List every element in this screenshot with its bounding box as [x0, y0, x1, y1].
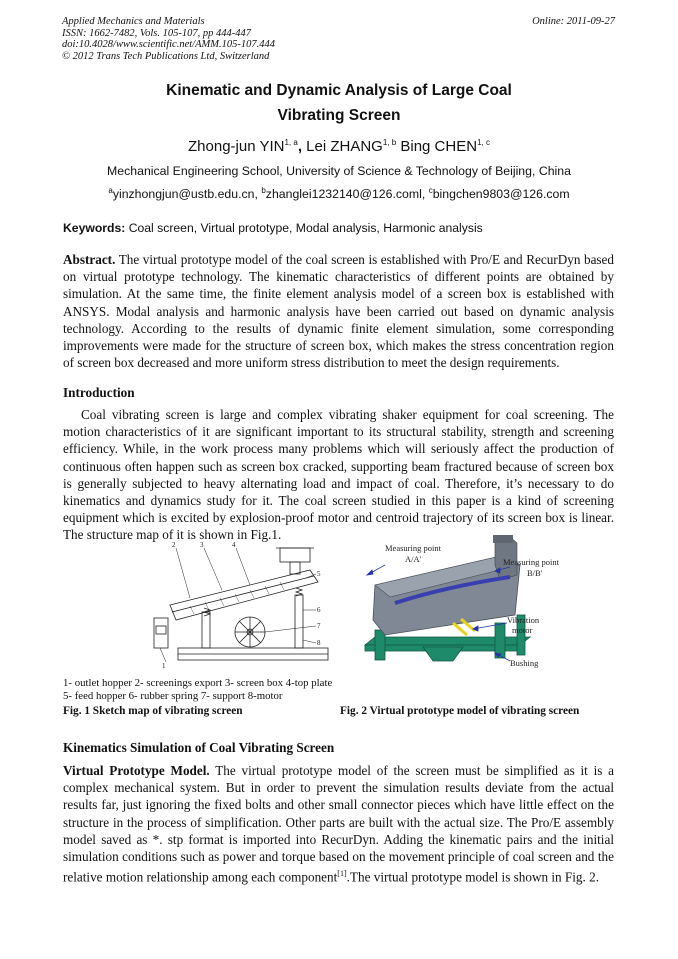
keywords: [63, 221, 483, 235]
kinematics-text-a: The virtual prototype model of the screen must be simplified as it is a complex mechanical system. But in order to prevent the simulation results deviate from the actual results far, just ignoring the fixed bolts and other small connector pieces which have little effect on the structure in the process of simplification. Other parts are built with the actual size. The Pro/E assembly model saved as *. stp format is imported into RecurDyn. Adding the kinematic pairs and the initial simulation conditions such as power and torque based on the movement principle of coal screen and the relative motion relationship among each component: [63, 763, 614, 885]
fig1-caption: Fig. 1 Sketch map of vibrating screen: [63, 705, 243, 717]
author-separator: ,: [297, 138, 302, 155]
keywords-label: Keywords:: [63, 221, 126, 235]
sketch-right-support: [295, 595, 303, 648]
introduction-text: Coal vibrating screen is large and complex vibrating shaker equipment for coal screening. The motion characteristics of it are significant important to its structural stability, strength and screening efficiency. While, in the work process many problems which will seriously affect the production of continuous often happen such as screen box cracked, supporting beam fractured because of screen box is generally subjected to heavy alternating load and impact of coal. Therefore, it’s necessary to do kinematics and dynamics study for it. The coal screen studied in this paper is a kind of screening equipment which is excited by explosion-proof motor and centroid trajectory of its screen box is linear. The structure map of it is shown in Fig.1.: [63, 407, 614, 543]
paper-title-line2: Vibrating Screen: [277, 107, 401, 124]
fig1-num-8: 8: [317, 639, 321, 647]
fig2-label-b-1: Measuring point: [503, 557, 559, 567]
email-b-mark: b: [261, 186, 266, 195]
journal-header: [62, 16, 275, 62]
introduction-heading: Introduction: [63, 385, 135, 400]
fig1-num-7: 7: [317, 622, 321, 630]
fig1-legend: [63, 677, 332, 703]
issn-line: ISSN: 1662-7482, Vols. 105-107, pp 444-447: [62, 27, 251, 39]
sketch-left-support: [202, 612, 210, 648]
fig1-num-2: 2: [172, 541, 176, 549]
kinematics-citation: [1]: [337, 869, 347, 879]
abstract-label: Abstract.: [63, 252, 116, 267]
kinematics-heading: Kinematics Simulation of Coal Vibrating Screen: [63, 740, 335, 755]
email-a: yinzhongjun@ustb.edu.cn,: [112, 187, 262, 202]
author-3-affil: 1, c: [477, 138, 490, 147]
fig2-caption: Fig. 2 Virtual prototype model of vibrating screen: [340, 705, 580, 717]
affiliation: Mechanical Engineering School, University of Science & Technology of Beijing, China: [107, 164, 571, 178]
fig2-label-motor-2: motor: [512, 625, 533, 635]
copyright-line: © 2012 Trans Tech Publications Ltd, Switzerland: [62, 50, 270, 62]
email-b: zhanglei1232140@126.coml,: [265, 187, 429, 202]
email-c-mark: c: [428, 186, 433, 195]
author-list: [0, 138, 678, 155]
fig1-legend-line2: 5- feed hopper 6- rubber spring 7- support 8-motor: [63, 690, 283, 702]
kinematics-sub-label: Virtual Prototype Model.: [63, 763, 210, 778]
fig1-num-1: 1: [162, 662, 166, 670]
author-2: Lei ZHANG: [306, 138, 383, 155]
fig2-label-b-2: B/B': [527, 568, 543, 578]
kinematics-text: [63, 762, 614, 886]
email-a-mark: a: [108, 186, 113, 195]
fig1-num-3: 3: [200, 541, 204, 549]
journal-name: Applied Mechanics and Materials: [62, 16, 205, 27]
fig2-model: [345, 535, 610, 675]
fig1-legend-line1: 1- outlet hopper 2- screenings export 3- screen box 4-top plate: [63, 677, 333, 689]
fig1-num-4: 4: [232, 541, 236, 549]
keywords-text: Coal screen, Virtual prototype, Modal analysis, Harmonic analysis: [128, 221, 483, 235]
fig2-label-bushing: Bushing: [510, 658, 539, 668]
author-1-affil: 1, a: [284, 138, 298, 147]
fig1-sketch: [150, 540, 330, 675]
fig2-label-a-1: Measuring point: [385, 543, 441, 553]
author-2-affil: 1, b: [382, 138, 397, 147]
abstract-text: The virtual prototype model of the coal screen is established with Pro/E and RecurDyn based on virtual prototype technology. The kinematic characteristics of different points are obtained by simulation. At the same time, the finite element analysis model of a screen box is established with ANSYS. Modal analysis and harmonic analysis have been carried out based on dynamic analysis technology. According to the results of dynamic finite element simulation, some corresponding improvements were made for the structure of screen box, which makes the stress concentration region of screen box decreased and more uniform stress distribution to meet the design requirements.: [63, 252, 615, 371]
fig1-num-6: 6: [317, 606, 321, 614]
email-c: bingchen9803@126.com: [432, 187, 570, 202]
abstract: [63, 251, 614, 371]
fig2-label-motor-1: Vibration: [507, 615, 540, 625]
paper-title-line1: Kinematic and Dynamic Analysis of Large Coal: [166, 82, 512, 99]
online-date: Online: 2011-09-27: [532, 16, 615, 27]
sketch-feed-hopper: [280, 548, 310, 562]
kinematics-text-b: .The virtual prototype model is shown in Fig. 2.: [346, 869, 599, 885]
fig1-num-5: 5: [317, 570, 321, 578]
author-1: Zhong-jun YIN: [188, 138, 285, 155]
doi-line: doi:10.4028/www.scientific.net/AMM.105-107.444: [62, 39, 275, 50]
email-line: [0, 186, 678, 201]
fig2-label-a-2: A/A': [405, 554, 422, 564]
author-3: Bing CHEN: [400, 138, 478, 155]
